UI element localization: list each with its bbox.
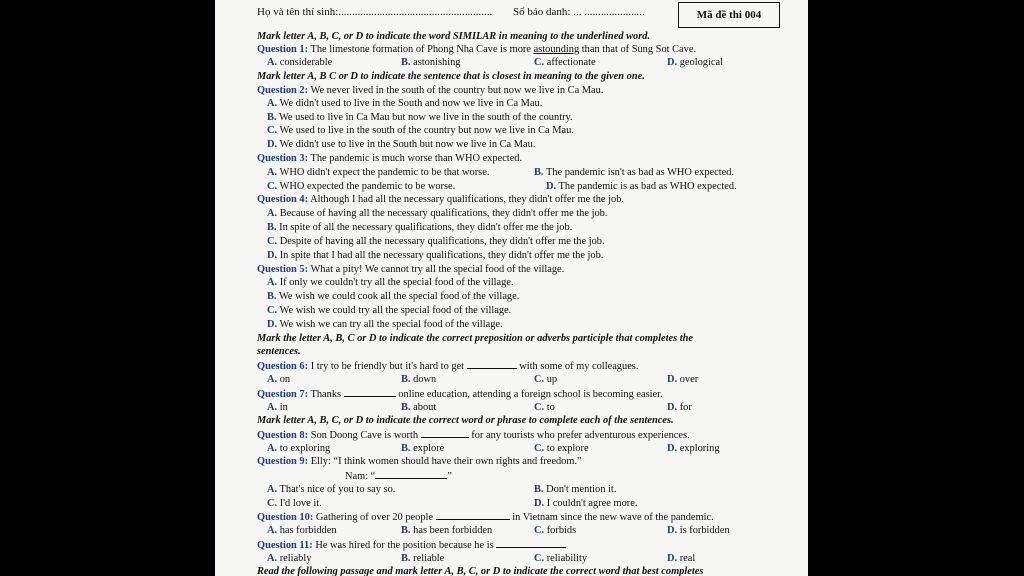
option-b[interactable]: B. has been forbidden — [401, 525, 493, 536]
option-a[interactable]: A. to exploring — [267, 443, 331, 454]
option-d[interactable]: D. for — [667, 402, 692, 413]
question-text: The limestone formation of Phong Nha Cave is more — [308, 44, 534, 55]
option-c[interactable]: C. We used to live in the south of the country but now we live in Ca Mau. — [267, 125, 574, 136]
direction-5: Read the following passage and mark letter A, B, C, or D to indicate the correct word that best completes — [257, 566, 704, 576]
answer-blank[interactable] — [421, 428, 469, 438]
direction-2: Mark letter A, B C or D to indicate the sentence that is closest in meaning to the given one. — [257, 71, 645, 82]
option-c[interactable]: C. I'd love it. — [267, 498, 322, 509]
nam-reply: Nam: “ ” — [345, 471, 452, 482]
candidate-number-field: Số báo danh: ... ...................... — [513, 6, 645, 18]
question-9: Question 9: Elly: “I think women should have their own rights and freedom.” — [257, 456, 582, 467]
option-c[interactable]: C. up — [534, 374, 558, 385]
direction-3-cont: sentences. — [257, 346, 301, 357]
option-b[interactable]: B. down — [401, 374, 437, 385]
option-d[interactable]: D. We wish we can try all the special food of the village. — [267, 319, 503, 330]
option-c[interactable]: C. to explore — [534, 443, 589, 454]
answer-blank[interactable] — [467, 359, 517, 369]
question-7: Question 7: Thanks online education, attending a foreign school is becoming easier. — [257, 389, 663, 400]
option-b[interactable]: B. astonishing — [401, 57, 461, 68]
question-1 — [257, 43, 696, 56]
option-b[interactable]: B. explore — [401, 443, 445, 454]
option-d[interactable]: D. real — [667, 553, 696, 564]
question-4: Question 4: Although I had all the necessary qualifications, they didn't offer me the job. — [257, 194, 625, 205]
option-d[interactable]: D. The pandemic is as bad as WHO expected. — [546, 181, 737, 192]
option-c[interactable]: C. to — [534, 402, 555, 413]
option-b[interactable]: B. reliable — [401, 553, 445, 564]
option-a[interactable]: A. That's nice of you to say so. — [267, 484, 396, 495]
answer-blank[interactable] — [496, 538, 566, 548]
answer-blank[interactable] — [344, 387, 396, 397]
option-b[interactable]: B. about — [401, 402, 437, 413]
option-d[interactable]: D. We didn't use to live in the South but now we live in Ca Mau. — [267, 139, 536, 150]
option-d[interactable]: D. is forbidden — [667, 525, 730, 536]
option-b[interactable]: B. The pandemic isn't as bad as WHO expected. — [534, 167, 735, 178]
question-6: Question 6: I try to be friendly but it's hard to get with some of my colleagues. — [257, 361, 639, 372]
question-10: Question 10: Gathering of over 20 people in Vietnam since the new wave of the pandemic. — [257, 512, 714, 523]
option-d[interactable]: D. In spite that I had all the necessary qualifications, they didn't offer me the job. — [267, 250, 604, 261]
exam-page — [215, 0, 808, 576]
question-text: than that of Sung Sot Cave. — [579, 44, 697, 55]
option-c[interactable]: C. forbids — [534, 525, 577, 536]
answer-blank[interactable] — [436, 510, 510, 520]
question-3: Question 3: The pandemic is much worse than WHO expected. — [257, 153, 523, 164]
option-a[interactable]: A. WHO didn't expect the pandemic to be that worse. — [267, 167, 490, 178]
option-d[interactable]: D. I couldn't agree more. — [534, 498, 638, 509]
question-2: Question 2: We never lived in the south of the country but now we live in Ca Mau. — [257, 85, 604, 96]
underlined-word: astounding — [533, 44, 580, 55]
question-5: Question 5: What a pity! We cannot try all the special food of the village. — [257, 264, 565, 275]
option-a[interactable]: A. on — [267, 374, 291, 385]
option-c[interactable]: C. reliability — [534, 553, 588, 564]
option-c[interactable]: C. affectionate — [534, 57, 596, 68]
direction-4: Mark letter A, B, C, or D to indicate the correct word or phrase to complete each of the sentences. — [257, 415, 674, 426]
option-a[interactable]: A. has forbidden — [267, 525, 337, 536]
option-a[interactable]: A. considerable — [267, 57, 333, 68]
option-d[interactable]: D. over — [667, 374, 699, 385]
option-a[interactable]: A. If only we couldn't try all the special food of the village. — [267, 277, 514, 288]
question-8: Question 8: Son Doong Cave is worth for any tourists who prefer adventurous experiences. — [257, 430, 690, 441]
option-a[interactable]: A. in — [267, 402, 288, 413]
option-b[interactable]: B. In spite of all the necessary qualifications, they didn't offer me the job. — [267, 222, 573, 233]
exam-code-box: Mã đề thi 004 — [678, 2, 780, 28]
option-d[interactable]: D. geological — [667, 57, 723, 68]
option-c[interactable]: C. Despite of having all the necessary qualifications, they didn't offer me the job. — [267, 236, 605, 247]
candidate-name-field: Họ và tên thí sinh:........................................................ — [257, 6, 493, 18]
option-b[interactable]: B. We wish we could cook all the special food of the village. — [267, 291, 520, 302]
option-d[interactable]: D. exploring — [667, 443, 720, 454]
question-label: Question 1: — [257, 44, 309, 55]
option-c[interactable]: C. WHO expected the pandemic to be worse. — [267, 181, 456, 192]
option-a[interactable]: A. reliably — [267, 553, 312, 564]
direction-1: Mark letter A, B, C, or D to indicate the word SIMILAR in meaning to the underlined word. — [257, 31, 651, 42]
option-a[interactable]: A. We didn't used to live in the South and now we live in Ca Mau. — [267, 98, 543, 109]
option-b[interactable]: B. Don't mention it. — [534, 484, 617, 495]
answer-blank[interactable] — [375, 469, 447, 479]
option-a[interactable]: A. Because of having all the necessary qualifications, they didn't offer me the job. — [267, 208, 608, 219]
question-11: Question 11: He was hired for the position because he is — [257, 538, 566, 552]
option-b[interactable]: B. We used to live in Ca Mau but now we live in the south of the country. — [267, 112, 573, 123]
option-c[interactable]: C. We wish we could try all the special food of the village. — [267, 305, 512, 316]
direction-3: Mark the letter A, B, C or D to indicate the correct preposition or adverbs participle that completes the — [257, 333, 694, 344]
